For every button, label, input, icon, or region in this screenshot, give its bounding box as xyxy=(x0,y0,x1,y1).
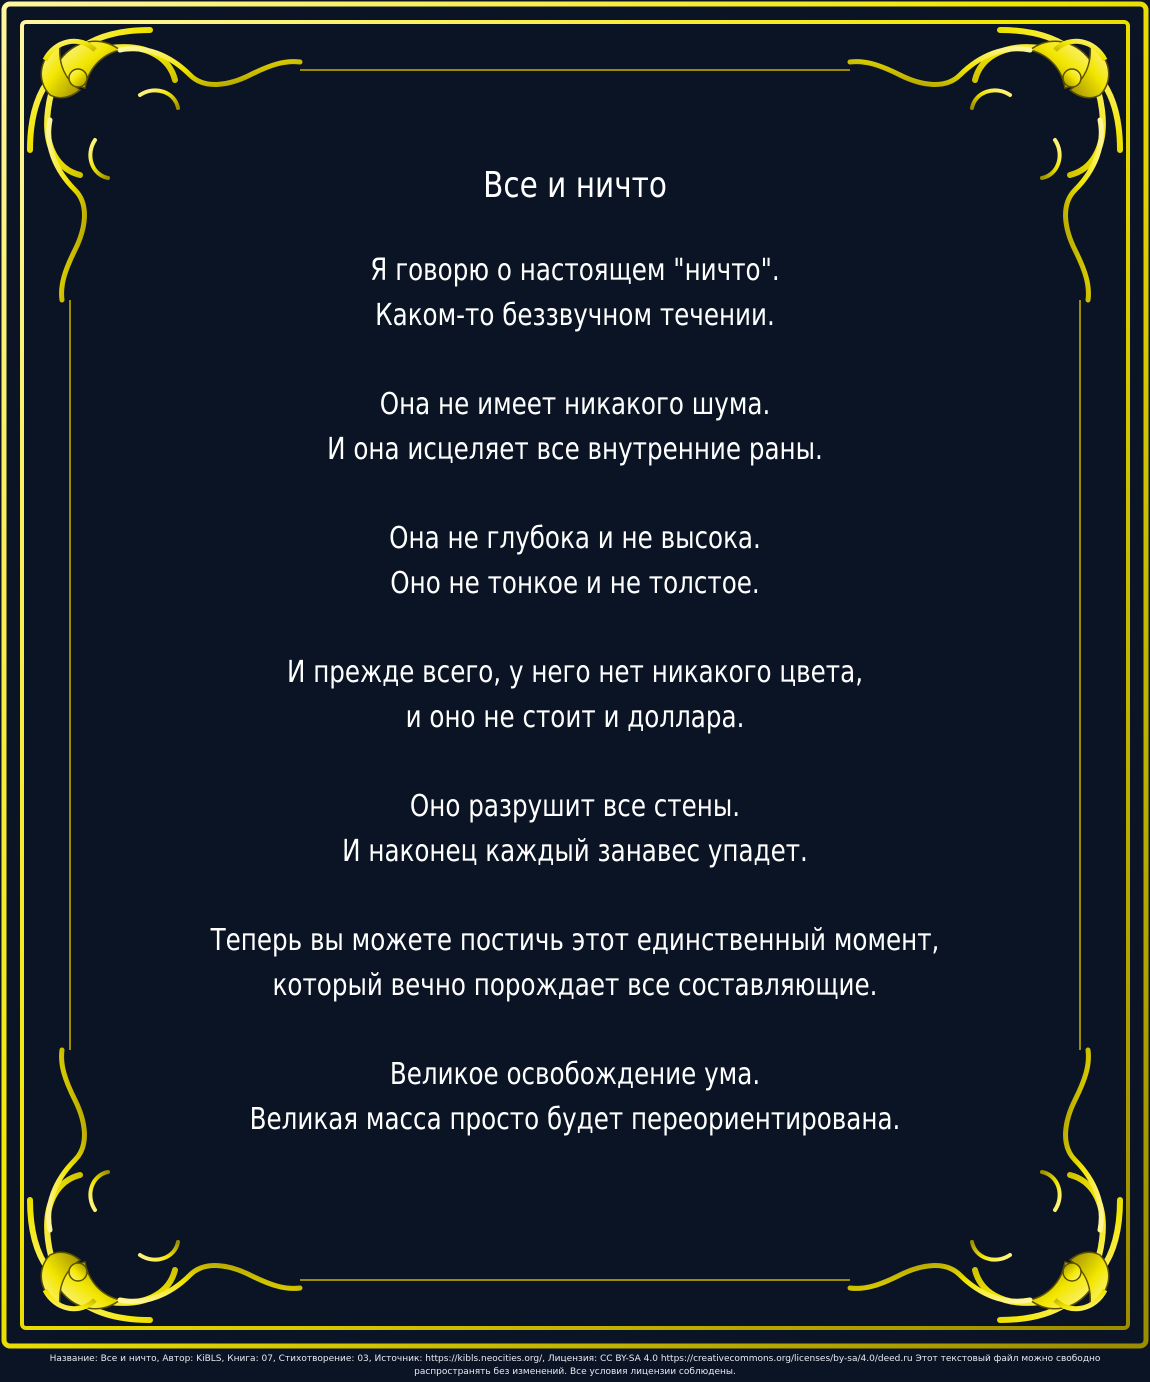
poem-line: И она исцеляет все внутренние раны. xyxy=(327,432,823,467)
poem-line: Великая масса просто будет переориентирована. xyxy=(249,1102,901,1137)
stanza xyxy=(60,382,1090,472)
poem-line: Оно разрушит все стены. xyxy=(409,789,741,824)
poem-line: Каком-то беззвучном течении. xyxy=(375,298,775,333)
stanza xyxy=(60,1052,1090,1142)
poem-line: И прежде всего, у него нет никакого цвета, xyxy=(286,655,864,690)
poem-line: Я говорю о настоящем "ничто". xyxy=(370,253,780,288)
poem-title: Все и ничто xyxy=(483,165,667,206)
poem-line: Теперь вы можете постичь этот единственный момент, xyxy=(210,923,940,958)
poem-line: И наконец каждый занавес упадет. xyxy=(342,834,808,869)
stanza xyxy=(60,784,1090,874)
poem-line: Она не имеет никакого шума. xyxy=(379,387,771,422)
poem-line: Она не глубока и не высока. xyxy=(389,521,761,556)
stanza xyxy=(60,516,1090,606)
stanza xyxy=(60,650,1090,740)
stanza xyxy=(60,918,1090,1008)
license-footer: Название: Все и ничто, Автор: KiBLS, Книга: 07, Стихотворение: 03, Источник: https://kibls.neocities.org/, Лицензия: CC BY-SA 4.0 https://creativecommons.org/licenses/by-sa/4.0/deed.ru Этот текстовый файл можно свободно распространять без изменений. Все условия лицензии соблюдены. xyxy=(49,1354,1101,1377)
stanza xyxy=(60,248,1090,338)
poem-line: Великое освобождение ума. xyxy=(389,1057,761,1092)
poem-line: и оно не стоит и доллара. xyxy=(405,700,745,735)
poem xyxy=(60,150,1090,1186)
poem-line: Оно не тонкое и не толстое. xyxy=(390,566,760,601)
poem-line: который вечно порождает все составляющие. xyxy=(272,968,878,1003)
